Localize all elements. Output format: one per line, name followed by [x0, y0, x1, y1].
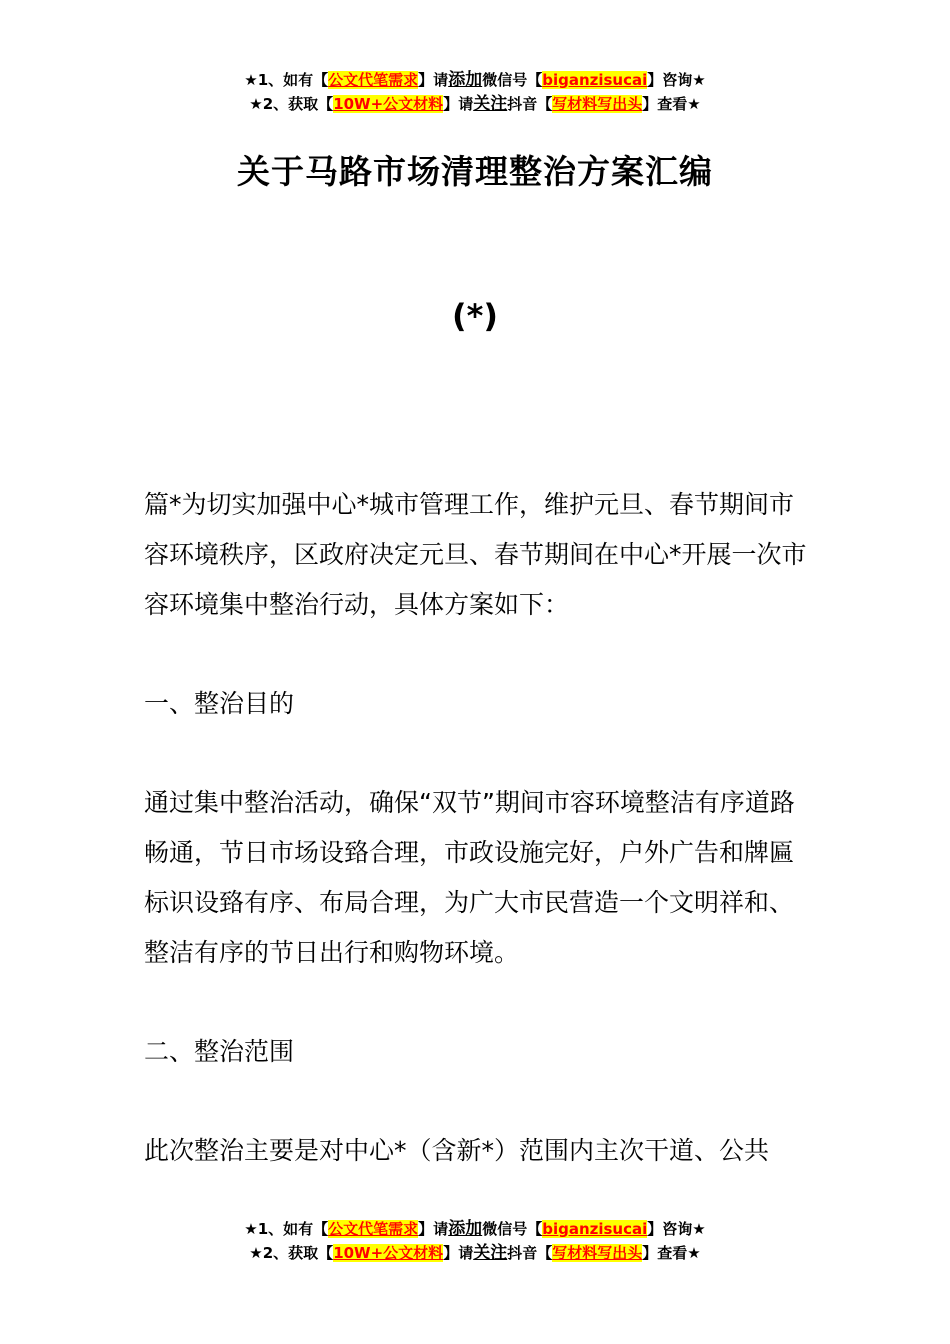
bottom-promo-banner	[0, 1217, 950, 1265]
wechat-id-highlight: biganzisucai	[542, 71, 648, 89]
wechat-id-highlight: biganzisucai	[542, 1220, 648, 1238]
promo-line-1: ★1、如有【公文代笔需求】请添加微信号【biganzisucai】咨询★	[244, 1219, 706, 1239]
document-subtitle: (*)	[452, 297, 498, 335]
intro-paragraph: 篇*为切实加强中心*城市管理工作，维护元旦、春节期间市容环境秩序，区政府决定元旦、春节期间在中心*开展一次市容环境集中整治行动，具体方案如下：	[144, 490, 807, 619]
materials-highlight: 10W+公文材料	[333, 95, 444, 113]
service-highlight: 公文代笔需求	[328, 71, 419, 89]
document-title: 关于马路市场清理整治方案汇编	[237, 152, 713, 191]
materials-highlight: 10W+公文材料	[333, 1244, 444, 1262]
goal-paragraph: 通过集中整治活动，确保“双节”期间市容环境整洁有序道路畅通，节日市场设臵合理，市政设施完好，户外广告和牌匾标识设臵有序、布局合理，为广大市民营造一个文明祥和、整洁有序的节日出行和购物环境。	[144, 788, 795, 967]
top-promo-banner	[0, 68, 950, 116]
douyin-id-highlight: 写材料写出头	[552, 1244, 643, 1262]
promo-line-2: ★2、获取【10W+公文材料】请关注抖音【写材料写出头】查看★	[249, 94, 701, 114]
promo-line-2: ★2、获取【10W+公文材料】请关注抖音【写材料写出头】查看★	[249, 1243, 701, 1263]
promo-line-1: ★1、如有【公文代笔需求】请添加微信号【biganzisucai】咨询★	[244, 70, 706, 90]
service-highlight: 公文代笔需求	[328, 1220, 419, 1238]
section-heading-goal: 一、整治目的	[144, 689, 295, 718]
section-heading-scope: 二、整治范围	[144, 1037, 295, 1066]
douyin-id-highlight: 写材料写出头	[552, 95, 643, 113]
scope-paragraph: 此次整治主要是对中心*（含新*）范围内主次干道、公共	[144, 1136, 770, 1165]
